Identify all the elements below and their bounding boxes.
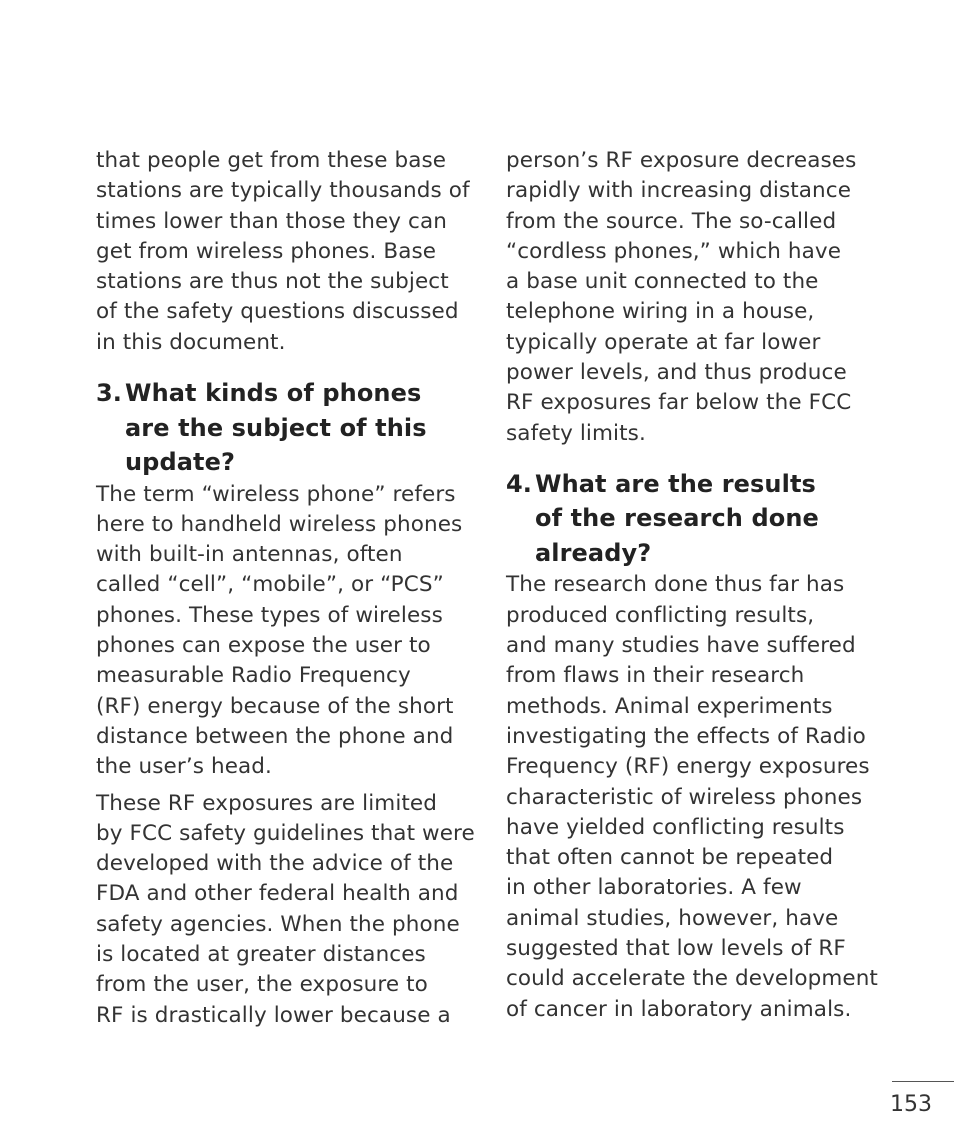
text-line: by FCC safety guidelines that were	[96, 820, 475, 846]
text-line: animal studies, however, have	[506, 905, 839, 931]
text-line: rapidly with increasing distance	[506, 178, 852, 204]
paragraph	[506, 146, 884, 449]
heading-number: 3.	[96, 379, 123, 408]
heading-line	[96, 376, 480, 411]
text-line: FDA and other federal health and	[96, 881, 459, 907]
section-heading-3	[96, 376, 480, 480]
paragraph	[96, 480, 480, 783]
text-line: distance between the phone and	[96, 723, 454, 749]
text-line: that people get from these base	[96, 148, 447, 173]
heading-text: What kinds of phones	[125, 379, 422, 408]
text-line: get from wireless phones. Base	[96, 238, 437, 264]
text-line: measurable Radio Frequency	[96, 663, 411, 689]
text-line: These RF exposures are limited	[96, 790, 437, 816]
text-line: in other laboratories. A few	[506, 875, 802, 901]
text-line: from the source. The so-called	[506, 208, 837, 234]
text-line: and many studies have suffered	[506, 633, 856, 659]
text-line: called “cell”, “mobile”, or “PCS”	[96, 572, 444, 598]
paragraph	[96, 146, 480, 358]
right-column	[506, 146, 884, 1031]
text-line: a base unit connected to the	[506, 269, 819, 295]
left-column	[96, 146, 480, 1037]
text-line: phones. These types of wireless	[96, 602, 443, 628]
text-line: here to handheld wireless phones	[96, 511, 463, 537]
text-line: The research done thus far has	[506, 572, 845, 598]
heading-text: What are the results	[535, 469, 816, 498]
text-line: could accelerate the development	[506, 966, 878, 992]
text-line: investigating the effects of Radio	[506, 723, 866, 749]
text-line: person’s RF exposure decreases	[506, 148, 857, 173]
paragraph	[96, 789, 480, 1031]
heading-line: of the research done	[535, 504, 819, 533]
text-line: phones can expose the user to	[96, 633, 431, 659]
text-line: typically operate at far lower	[506, 329, 821, 355]
text-line: RF is drastically lower because a	[96, 1002, 451, 1028]
text-line: that often cannot be repeated	[506, 845, 834, 871]
text-line: stations are thus not the subject	[96, 269, 449, 295]
heading-line: are the subject of this	[125, 413, 427, 442]
text-line: power levels, and thus produce	[506, 360, 847, 386]
text-line: in this document.	[96, 329, 286, 355]
page-number: 153	[890, 1092, 932, 1117]
text-line: (RF) energy because of the short	[96, 693, 454, 719]
text-line: from flaws in their research	[506, 663, 805, 689]
text-line: times lower than those they can	[96, 208, 447, 234]
text-line: Frequency (RF) energy exposures	[506, 754, 870, 780]
text-line: stations are typically thousands of	[96, 178, 470, 204]
text-line: developed with the advice of the	[96, 851, 454, 877]
text-line: safety agencies. When the phone	[96, 911, 460, 937]
text-line: the user’s head.	[96, 754, 272, 780]
footer-rule	[892, 1081, 954, 1082]
text-line: safety limits.	[506, 420, 646, 446]
heading-line: already?	[535, 538, 652, 567]
text-line: The term “wireless phone” refers	[96, 481, 456, 507]
heading-line	[506, 467, 884, 502]
text-line: with built-in antennas, often	[96, 542, 403, 568]
text-line: characteristic of wireless phones	[506, 784, 863, 810]
text-line: RF exposures far below the FCC	[506, 390, 852, 416]
text-line: “cordless phones,” which have	[506, 238, 842, 264]
section-heading-4	[506, 467, 884, 571]
text-line: of cancer in laboratory animals.	[506, 996, 852, 1022]
text-line: telephone wiring in a house,	[506, 299, 815, 325]
text-line: from the user, the exposure to	[96, 972, 428, 998]
heading-number: 4.	[506, 469, 533, 498]
text-line: produced conflicting results,	[506, 602, 815, 628]
heading-line: update?	[125, 448, 236, 477]
text-line: have yielded conflicting results	[506, 814, 845, 840]
paragraph	[506, 570, 884, 1024]
text-line: methods. Animal experiments	[506, 693, 833, 719]
text-line: of the safety questions discussed	[96, 299, 459, 325]
text-line: is located at greater distances	[96, 942, 426, 968]
text-line: suggested that low levels of RF	[506, 936, 846, 962]
